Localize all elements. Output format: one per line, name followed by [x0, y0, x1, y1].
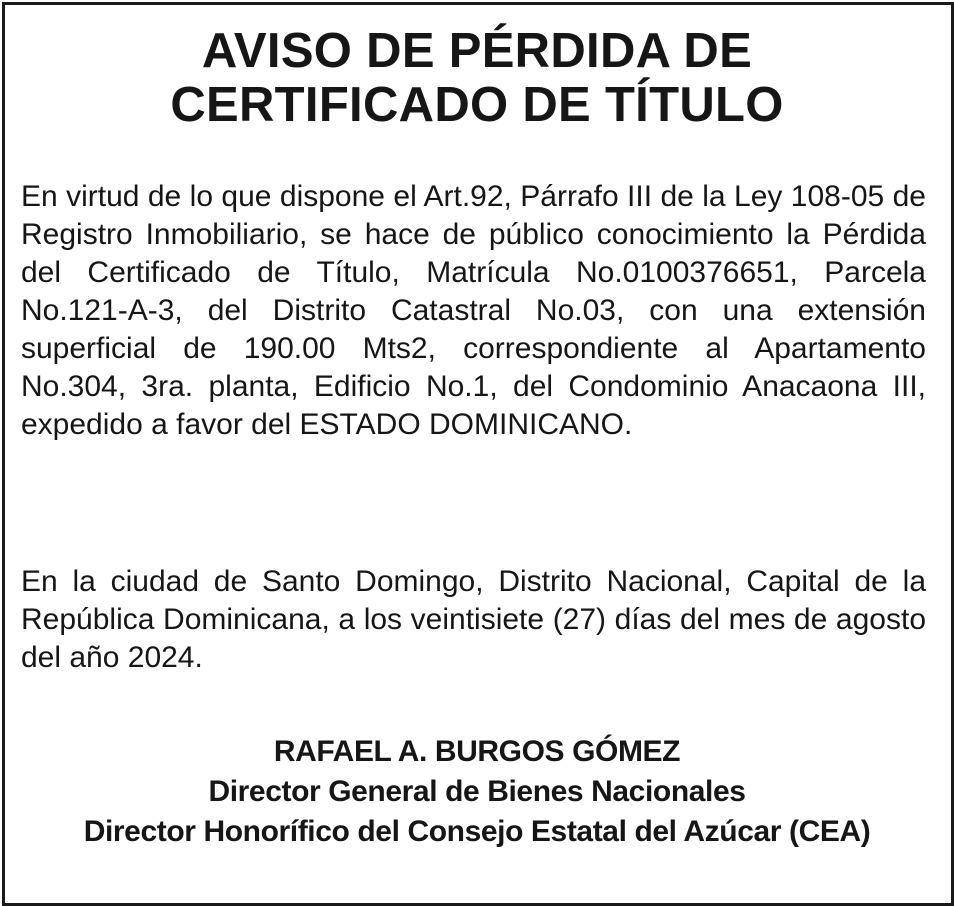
signatory-title-2: Director Honorífico del Consejo Estatal del Azúcar (CEA) [83, 815, 871, 848]
notice-paragraph-1: En virtud de lo que dispone el Art.92, Párrafo III de la Ley 108-05 de Registro Inmobiliario, se hace de público conocimiento la Pérdida del Certificado de Título, Matrícula No.0100376651, Parcela No.121-A-3, del Distrito Catastral No.03, con una extensión superficial de 190.00 Mts2, correspondiente al Apartamento No.304, 3ra. planta, Edificio No.1, del Condominio Anacaona III, expedido a favor del ESTADO DOMINICANO. [21, 180, 926, 441]
title-line-2: CERTIFICADO DE TÍTULO [170, 78, 784, 132]
signatory-name: RAFAEL A. BURGOS GÓMEZ [273, 735, 681, 768]
signatory-title-1: Director General de Bienes Nacionales [208, 775, 746, 808]
notice-title [0, 24, 954, 132]
signature-block [0, 732, 954, 852]
notice-paragraph-2: En la ciudad de Santo Domingo, Distrito Nacional, Capital de la República Dominicana, a los veintisiete (27) días del mes de agosto del año 2024. [21, 565, 926, 674]
title-line-1: AVISO DE PÉRDIDA DE [201, 24, 753, 78]
